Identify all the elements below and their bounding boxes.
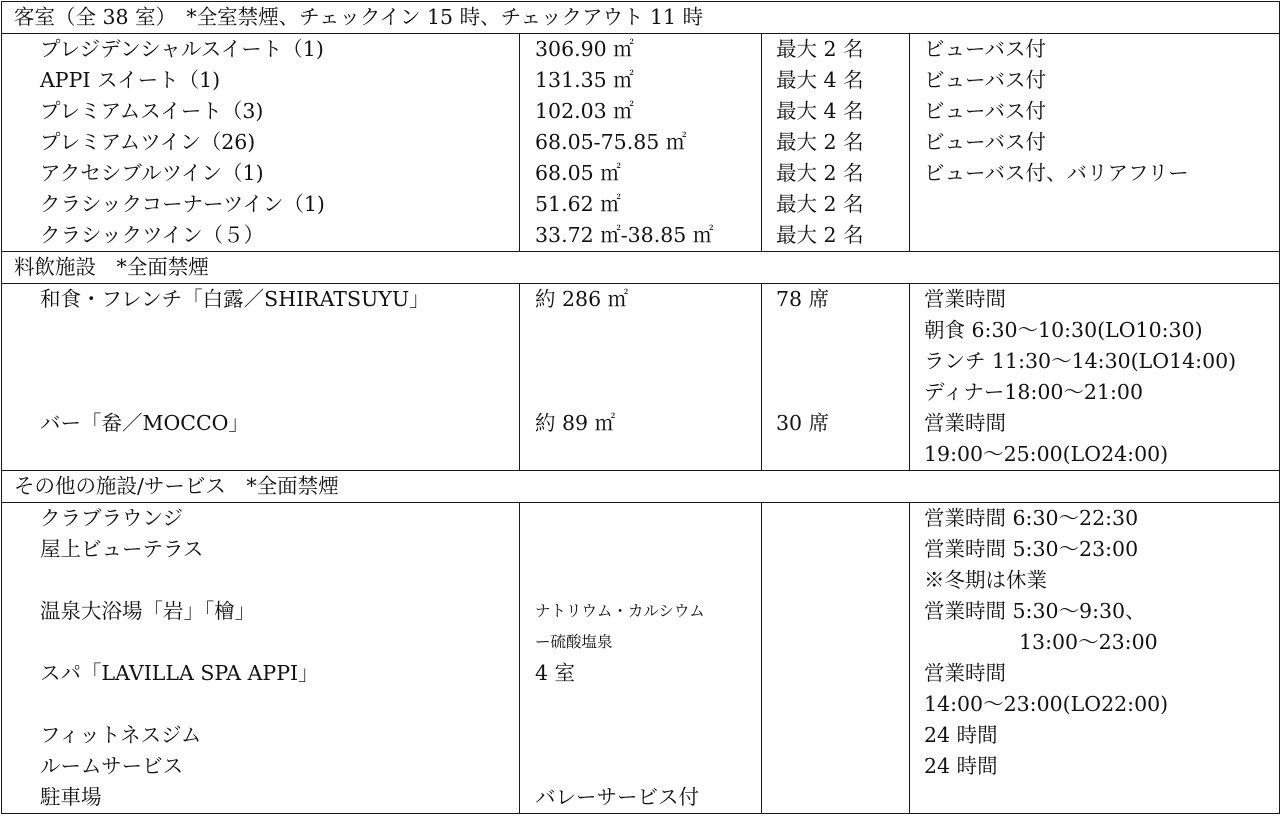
dining-area (535, 346, 761, 377)
room-capacity: 最大 2 名 (776, 192, 864, 216)
facility-hours: 24 時間 (924, 723, 998, 747)
dining-name: 和食・フレンチ「白露／SHIRATSUYU」 (40, 287, 430, 311)
facility-name (40, 627, 519, 658)
dining-seats: 30 席 (776, 411, 830, 435)
dining-section-header: 料飲施設 *全面禁煙 (2, 252, 1280, 284)
facility-empty-column (762, 503, 910, 814)
dining-area (535, 439, 761, 470)
room-area: 306.90 ㎡ (535, 37, 634, 61)
room-feature (924, 220, 1279, 251)
facility-detail (535, 503, 761, 534)
room-feature: ビューバス付 (924, 37, 1046, 61)
room-capacity: 最大 2 名 (776, 161, 864, 185)
room-capacity: 最大 4 名 (776, 68, 864, 92)
facility-hours: 営業時間 (924, 661, 1006, 685)
facility-hours: ※冬期は休業 (924, 568, 1047, 592)
dining-area-column (520, 284, 762, 471)
dining-area (535, 315, 761, 346)
dining-name (40, 377, 519, 408)
facility-name: クラブラウンジ (40, 506, 183, 530)
dining-seats (776, 377, 909, 408)
dining-name (40, 346, 519, 377)
dining-seats-column (762, 284, 910, 471)
room-name: クラシックツイン（５） (40, 223, 265, 247)
dining-area: 約 286 ㎡ (535, 287, 629, 311)
facility-hours-column (910, 503, 1280, 814)
dining-name: バー「畚／MOCCO」 (40, 411, 249, 435)
room-area: 68.05-75.85 ㎡ (535, 130, 687, 154)
dining-name-column (2, 284, 520, 471)
facility-name (40, 565, 519, 596)
room-name: プレミアムツイン（26) (40, 130, 256, 154)
facility-detail: バレーサービス付 (535, 785, 699, 809)
room-area: 102.03 ㎡ (535, 99, 634, 123)
facility-name: フィットネスジム (40, 723, 202, 747)
spring-type-line-2: ー硫酸塩泉 (535, 633, 613, 651)
room-area: 51.62 ㎡ (535, 192, 621, 216)
dining-hours: ディナー18:00〜21:00 (924, 380, 1144, 404)
room-name: アクセシブルツイン（1) (40, 161, 264, 185)
facility-name-column (2, 503, 520, 814)
facility-hours: 営業時間 5:30〜9:30、 (924, 599, 1146, 623)
rooms-section-header-row (2, 2, 1280, 34)
dining-hours: ランチ 11:30〜14:30(LO14:00) (924, 349, 1237, 373)
room-name: クラシックコーナーツイン（1) (40, 192, 325, 216)
rooms-body-row (2, 34, 1280, 252)
facility-hours: 営業時間 5:30〜23:00 (924, 537, 1139, 561)
dining-area (535, 377, 761, 408)
room-capacity: 最大 2 名 (776, 223, 864, 247)
rooms-section-header: 客室（全 38 室） *全室禁煙、チェックイン 15 時、チェックアウト 11 時 (2, 2, 1280, 34)
spring-type-line-1: ナトリウム・カルシウム (535, 602, 705, 620)
facility-name (40, 689, 519, 720)
room-feature: ビューバス付、バリアフリー (924, 161, 1189, 185)
room-name-column (2, 34, 520, 252)
facility-name: 屋上ビューテラス (40, 537, 204, 561)
dining-hours: 19:00〜25:00(LO24:00) (924, 442, 1169, 466)
room-feature: ビューバス付 (924, 130, 1046, 154)
facility-name: 温泉大浴場「岩」「檜」 (40, 599, 256, 623)
dining-seats (776, 315, 909, 346)
facility-detail (535, 565, 761, 596)
room-name: APPI スイート（1) (40, 68, 221, 92)
facility-detail: 4 室 (535, 661, 576, 685)
facility-hours: 24 時間 (924, 754, 998, 778)
dining-name (40, 439, 519, 470)
facility-hours: 14:00〜23:00(LO22:00) (924, 692, 1169, 716)
room-feature (924, 189, 1279, 220)
room-capacity: 最大 4 名 (776, 99, 864, 123)
room-name: プレミアムスイート（3) (40, 99, 264, 123)
room-capacity: 最大 2 名 (776, 37, 864, 61)
dining-hours: 朝食 6:30〜10:30(LO10:30) (924, 318, 1203, 342)
facility-name: ルームサービス (40, 754, 184, 778)
room-name: プレジデンシャルスイート（1) (40, 37, 324, 61)
room-capacity-column (762, 34, 910, 252)
room-feature-column (910, 34, 1280, 252)
room-capacity: 最大 2 名 (776, 130, 864, 154)
dining-area: 約 89 ㎡ (535, 411, 616, 435)
dining-body-row (2, 284, 1280, 471)
dining-name (40, 315, 519, 346)
facility-detail (535, 534, 761, 565)
facility-detail (535, 751, 761, 782)
facility-name: 駐車場 (40, 785, 102, 809)
facility-name: スパ「LAVILLA SPA APPI」 (40, 661, 319, 685)
dining-seats (776, 439, 909, 470)
facility-hours (924, 782, 1279, 813)
room-area: 33.72 ㎡-38.85 ㎡ (535, 223, 714, 247)
room-feature: ビューバス付 (924, 99, 1046, 123)
dining-seats: 78 席 (776, 287, 830, 311)
other-section-header-row (2, 471, 1280, 503)
facility-detail-column (520, 503, 762, 814)
dining-seats (776, 346, 909, 377)
room-area: 131.35 ㎡ (535, 68, 634, 92)
dining-section-header-row (2, 252, 1280, 284)
facility-hours: 営業時間 6:30〜22:30 (924, 506, 1139, 530)
room-area: 68.05 ㎡ (535, 161, 621, 185)
facility-table (1, 1, 1280, 814)
dining-hours: 営業時間 (924, 287, 1006, 311)
facility-detail (535, 720, 761, 751)
facility-hours: 13:00〜23:00 (1019, 630, 1158, 654)
other-section-header: その他の施設/サービス *全面禁煙 (2, 471, 1280, 503)
facility-detail (535, 689, 761, 720)
other-body-row (2, 503, 1280, 814)
room-area-column (520, 34, 762, 252)
dining-hours-column (910, 284, 1280, 471)
dining-hours: 営業時間 (924, 411, 1006, 435)
room-feature: ビューバス付 (924, 68, 1046, 92)
